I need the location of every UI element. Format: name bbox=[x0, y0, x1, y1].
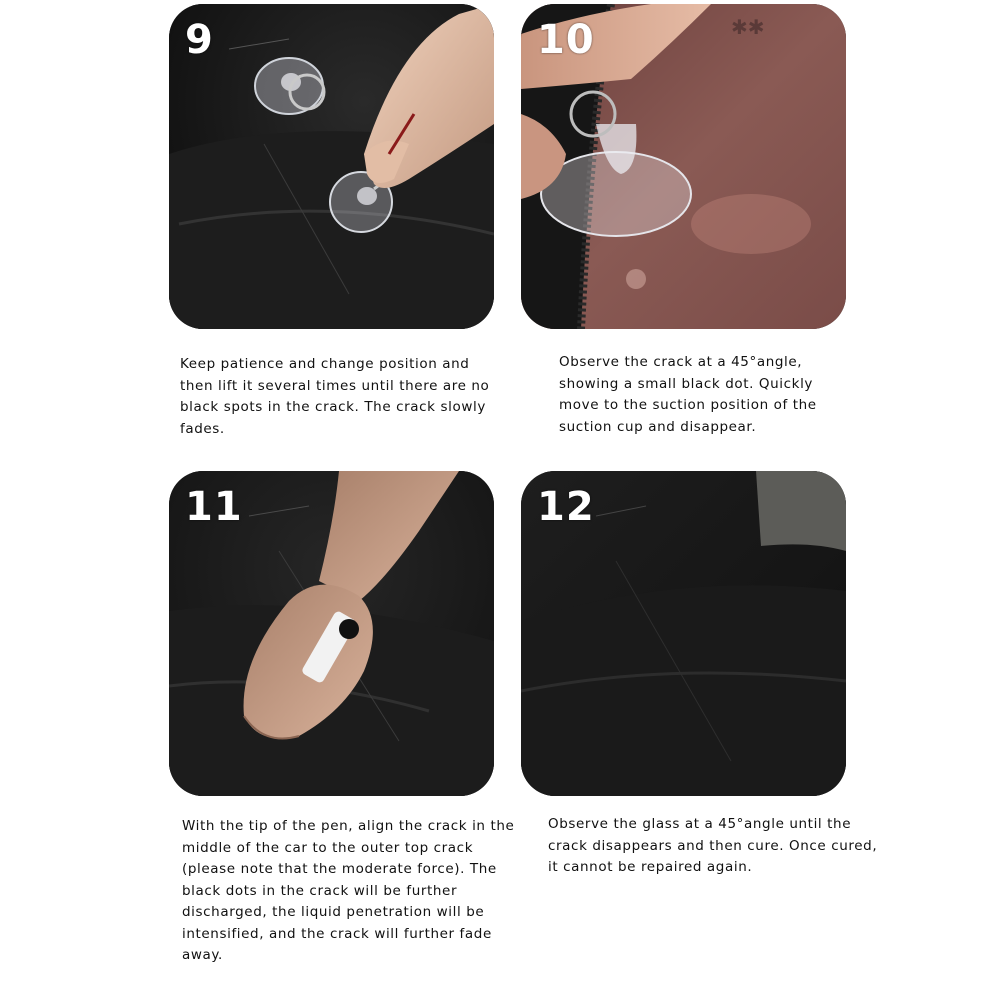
step-11-number: 11 bbox=[185, 484, 243, 530]
svg-text:✱✱: ✱✱ bbox=[731, 15, 765, 39]
step-10-description: Observe the crack at a 45°angle, showing a small black dot. Quickly move to the suction position of the suction cup and disappear. bbox=[559, 354, 817, 435]
step-11-photo bbox=[169, 471, 494, 796]
step-9-number: 9 bbox=[185, 17, 214, 63]
step-12-photo bbox=[521, 471, 846, 796]
suction-cup-lift-icon bbox=[169, 4, 494, 329]
step-9-description: Keep patience and change position and then lift it several times until there are no black spots in the crack. The crack slowly fades. bbox=[180, 356, 490, 437]
step-12-description: Observe the glass at a 45°angle until the crack disappears and then cure. Once cured, it cannot be repaired again. bbox=[548, 816, 878, 875]
step-9-photo bbox=[169, 4, 494, 329]
step-11-description: With the tip of the pen, align the crack in the middle of the car to the outer top crack (please note that the moderate force). The black dots in the crack will be further discharged, the liquid penetration will be intensified, and the crack will further fade away. bbox=[182, 818, 515, 963]
step-12-number: 12 bbox=[537, 484, 595, 530]
step-10-photo bbox=[521, 4, 846, 329]
step-10-number: 10 bbox=[537, 17, 595, 63]
